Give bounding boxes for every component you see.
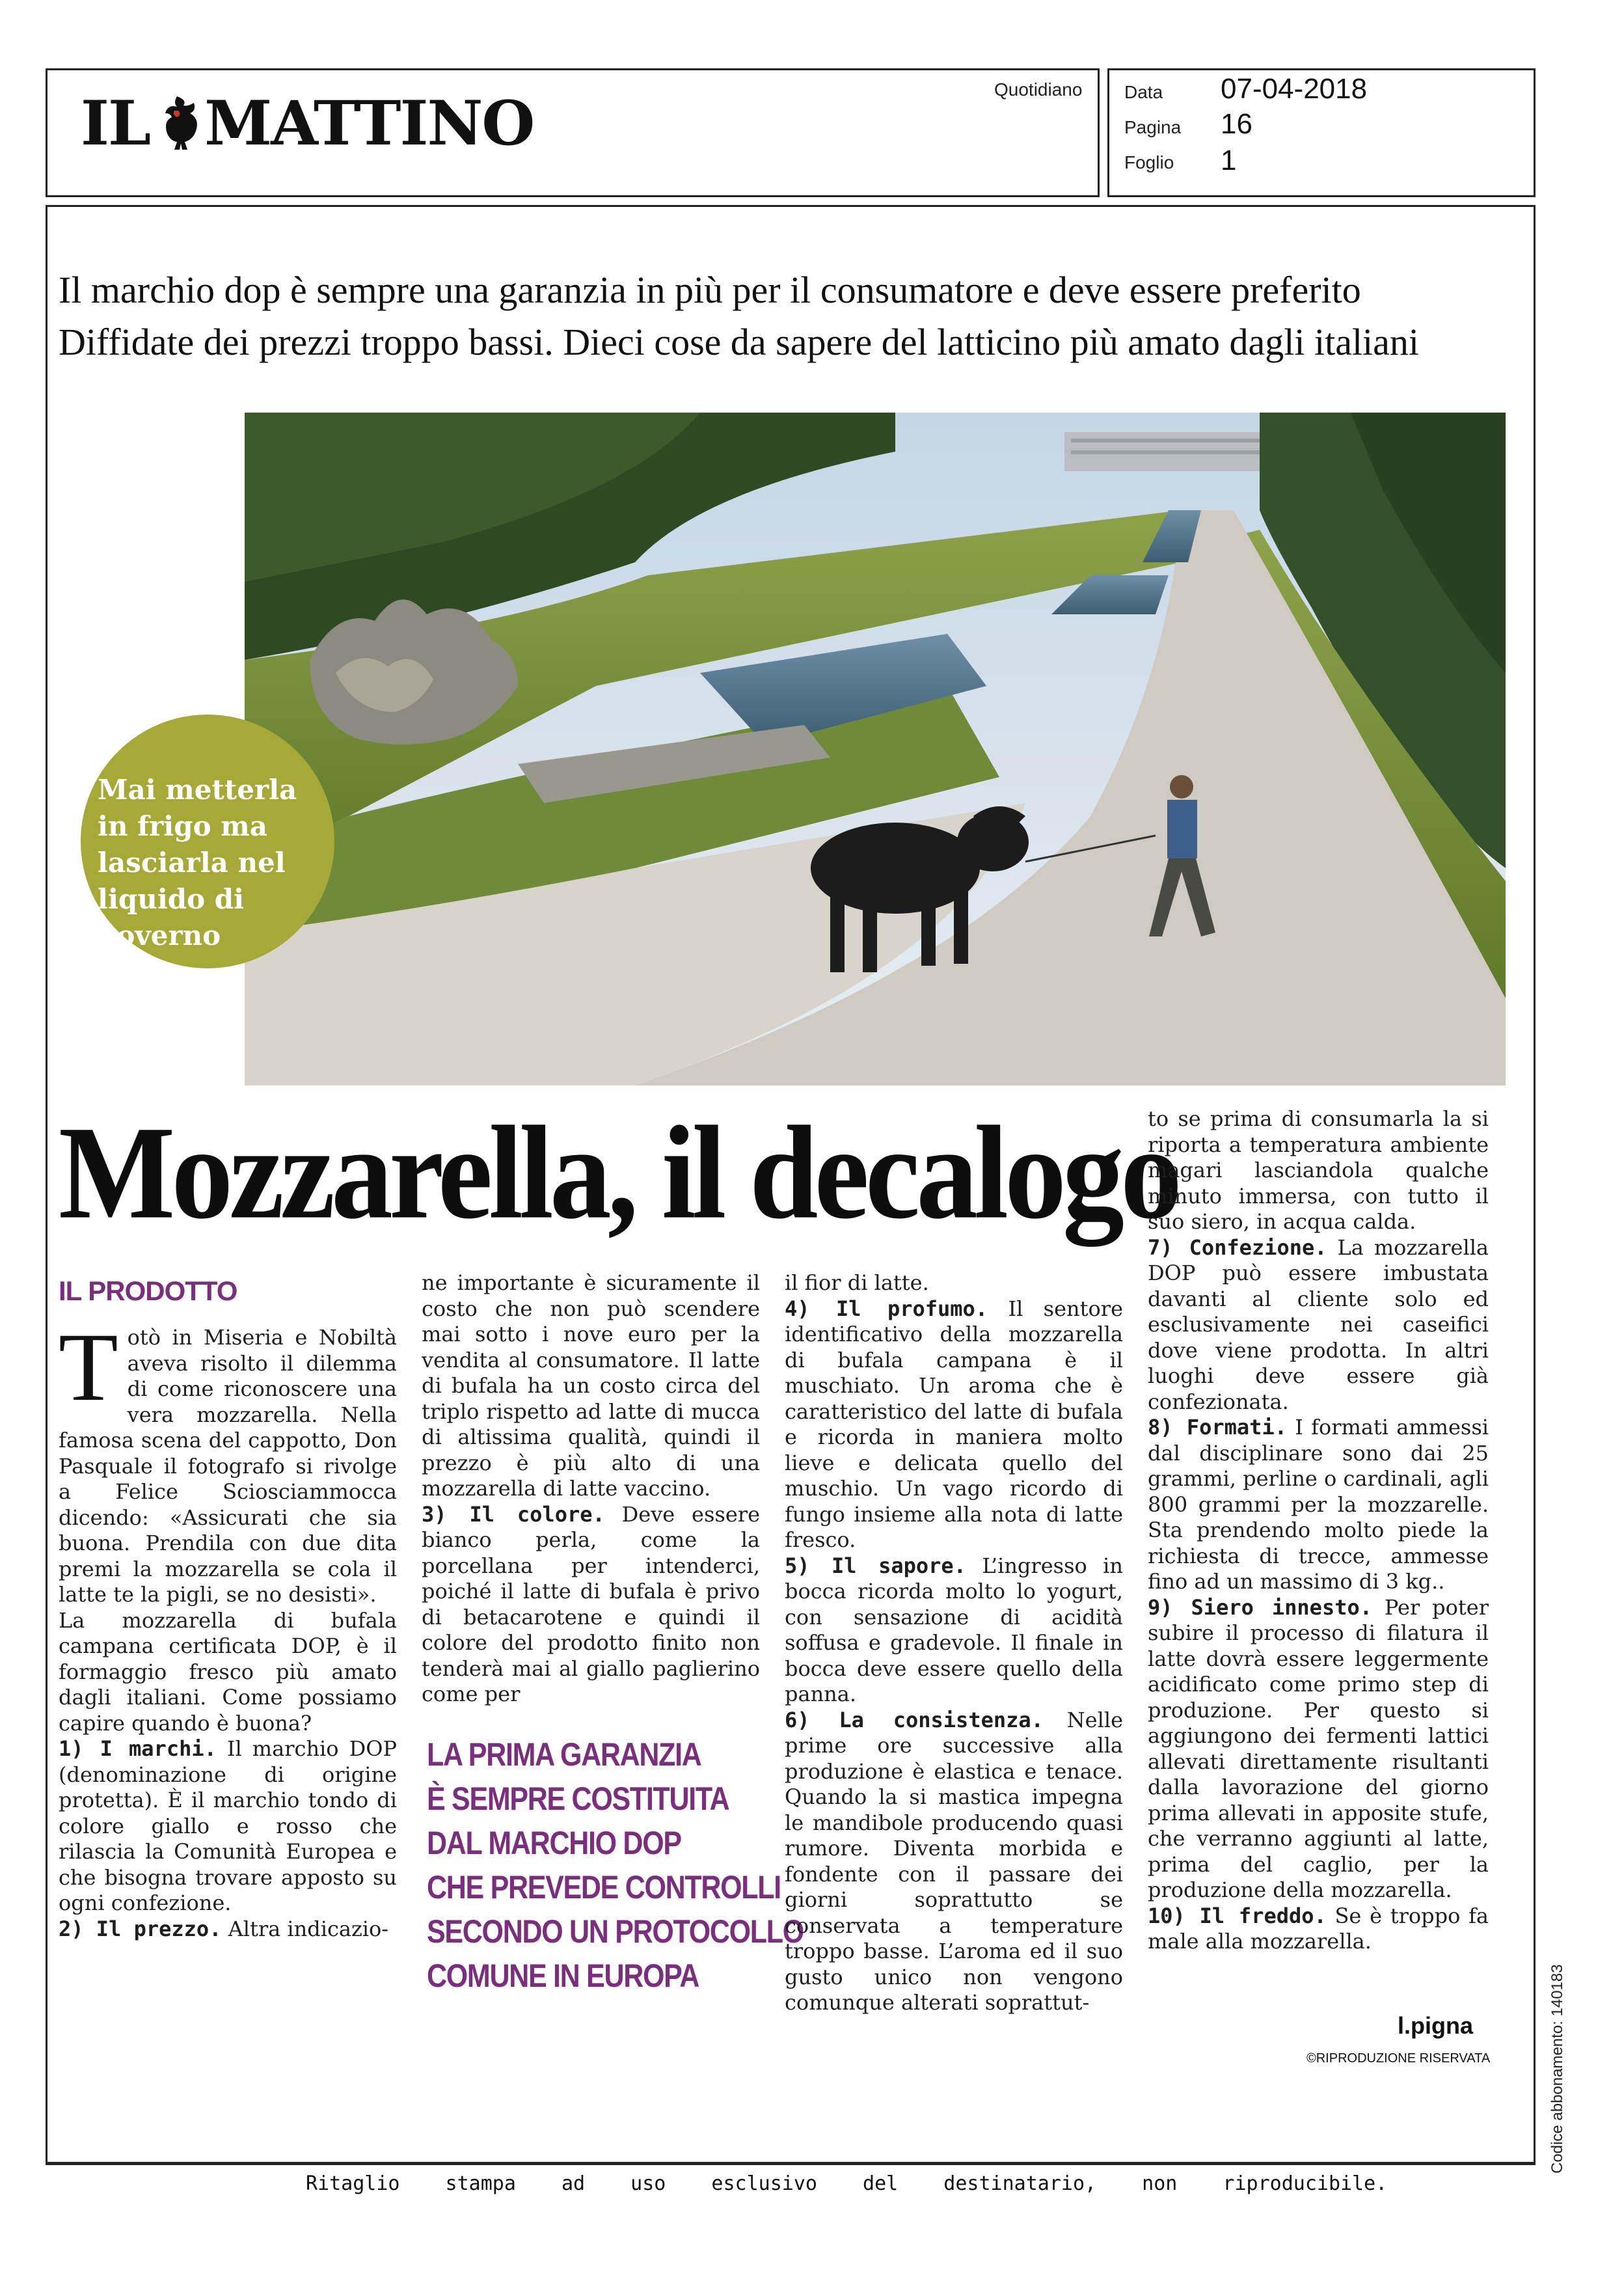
bubble-line: lasciarla nel (98, 847, 286, 879)
item-heading: 1) I marchi. (59, 1736, 217, 1761)
rooster-icon (151, 91, 203, 150)
article-column-1 (59, 1313, 398, 2021)
date-value: 07-04-2018 (1221, 73, 1368, 105)
item-text: Se è troppo fa male alla mozzarella. (1148, 1903, 1489, 1954)
article-photo (245, 413, 1506, 1085)
item-text: Per poter subire il processo di filatura il latte dovrà essere leggermente acidificato come primo step di produzione. Per questo si aggiungono dei fermenti lattici allevati direttamente risultanti dalla lavorazione del giorno prima allevati in apposite stufe, che verranno aggiunti al latte, prima del caglio, per la produzione della mozzarella. (1148, 1594, 1489, 1902)
lead-paragraph: otò in Miseria e Nobiltà aveva risolto il dilemma di come riconoscere una vera mozzarella. Nella famosa scena del cappotto, Don Pasquale il fotografo si rivolge a Felice Sciosciammocca dicendo: «Assicurati che sia buona. Prendila con due dita premi la mozzarella se cola il latte te la pigli, se no desisti». (59, 1325, 397, 1607)
item-text: I formati ammessi dal disciplinare sono dai 25 grammi, perline o cardinali, agli 800 grammi per la mozzarelle. Sta prendendo molto piede la richiesta di trecce, ammesse fino ad un massimo di 3 kg.. (1148, 1415, 1489, 1594)
newspaper-logo (81, 88, 534, 159)
rights-notice: ©RIPRODUZIONE RISERVATA (1306, 2051, 1491, 2066)
subscription-code: Codice abbonamento: 140183 (1549, 1964, 1566, 2174)
item-heading: 7) Confezione. (1148, 1235, 1327, 1260)
author-signature: l.pigna (1398, 2012, 1473, 2039)
pull-quote-line: COMUNE IN EUROPA (427, 1958, 699, 1994)
paragraph: La mozzarella di bufala campana certificata DOP, è il formaggio fresco più amato dagli italiani. Come possiamo capire quando è buona? (59, 1607, 397, 1736)
paragraph: il fior di latte. (785, 1270, 929, 1295)
item-heading: 6) La consistenza. (785, 1707, 1044, 1732)
pull-quote-line: SECONDO UN PROTOCOLLO (427, 1913, 804, 1950)
item-text: Il marchio DOP (denominazione di origine protetta). È il marchio tondo di colore giallo e rosso che rilascia la Comunità Europea e che bisogna trovare apposto su ogni confezione. (59, 1736, 398, 1915)
sheet-value: 1 (1221, 144, 1237, 176)
pull-quote-line: È SEMPRE COSTITUITA (427, 1781, 729, 1817)
item-text: La mozzarella DOP può essere imbustata davanti al cliente solo ed esclusivamente nei caseifici dove viene prodotta. In altri luoghi deve essere già confezionata. (1148, 1235, 1489, 1414)
logo-text-right: MATTINO (204, 88, 534, 159)
footer-disclaimer: Ritaglio stampa ad uso esclusivo del destinatario, non riproducibile. (306, 2172, 1388, 2195)
article-column-4 (1148, 1106, 1489, 2011)
page-label: Pagina (1124, 117, 1182, 137)
section-kicker: IL PRODOTTO (59, 1276, 237, 1306)
footer-rule-box (46, 2164, 1536, 2165)
item-heading: 10) Il freddo. (1148, 1903, 1327, 1928)
bubble-line: liquido di (98, 883, 245, 915)
pull-quote-line: DAL MARCHIO DOP (427, 1825, 681, 1861)
highlight-bubble-text (98, 772, 332, 954)
headline: Mozzarella, il decalogo (59, 1099, 1178, 1247)
item-text: Deve essere bianco perla, come la porcellana per intenderci, poiché il latte di bufala è privo di betacarotene e quindi il colore del prodotto finito non tenderà mai al giallo paglierino come per (422, 1501, 761, 1706)
paragraph: ne importante è sicuramente il costo che non può scendere mai sotto i nove euro per la vendita al consumatore. Il latte di bufala ha un costo circa del triplo rispetto ad latte di mucca di altissima qualità, quindi il prezzo è più alto di una mozzarella di latte vaccino. (422, 1270, 760, 1501)
item-heading: 9) Siero innesto. (1148, 1594, 1372, 1620)
item-heading: 8) Formati. (1148, 1415, 1287, 1440)
date-label: Data (1124, 82, 1163, 102)
page-value: 16 (1221, 108, 1252, 140)
pull-quote (427, 1732, 804, 1998)
article-column-3 (785, 1270, 1124, 2015)
sheet-label: Foglio (1124, 152, 1174, 172)
item-heading: 5) Il sapore. (785, 1553, 966, 1578)
drop-cap: T (59, 1313, 118, 1421)
subhead-line-1: Il marchio dop è sempre una garanzia in più per il consumatore e deve essere preferito (59, 269, 1361, 311)
subhead-line-2: Diffidate dei prezzi troppo bassi. Dieci cose da sapere del latticino più amato dagli italiani (59, 321, 1420, 363)
item-text: Altra indicazio- (221, 1916, 389, 1941)
article-column-2 (422, 1270, 760, 1726)
paragraph: to se prima di consumarla la si riporta a temperatura ambiente magari lasciandola qualche minuto immersa, con tutto il suo siero, in acqua calda. (1148, 1106, 1489, 1234)
pull-quote-line: CHE PREVEDE CONTROLLI (427, 1869, 781, 1905)
item-text: L’ingresso in bocca ricorda molto lo yogurt, con sensazione di acidità soffusa e gradevole. Il finale in bocca deve essere quello della panna. (785, 1553, 1123, 1706)
bubble-line: Mai metterla (98, 774, 297, 806)
type-label: Quotidiano (994, 79, 1083, 100)
pull-quote-line: LA PRIMA GARANZIA (427, 1736, 701, 1773)
bubble-line: in frigo ma (98, 810, 267, 842)
item-text: Il sentore identificativo della mozzarella di bufala campana è il muschiato. Un aroma che è caratteristico del latte di bufala e ricorda in maniera molto lieve e delicata quello del muschio. Un vago ricordo di fungo insieme alla nota di latte fresco. (785, 1296, 1124, 1552)
item-heading: 3) Il colore. (422, 1501, 605, 1527)
item-heading: 2) Il prezzo. (59, 1916, 222, 1941)
item-text: Nelle prime ore successive alla produzione è elastica e tenace. Quando la si mastica impegna le mandibole producendo quasi rumore. Diventa morbida e fondente con il passare dei giorni soprattutto se conservata a temperature troppo basse. L’aroma ed il suo gusto unico non vengono comunque alterati soprattut- (785, 1707, 1124, 2015)
item-heading: 4) Il profumo. (785, 1296, 988, 1321)
bubble-line: governo (98, 920, 221, 951)
logo-text-left: IL (81, 88, 150, 159)
